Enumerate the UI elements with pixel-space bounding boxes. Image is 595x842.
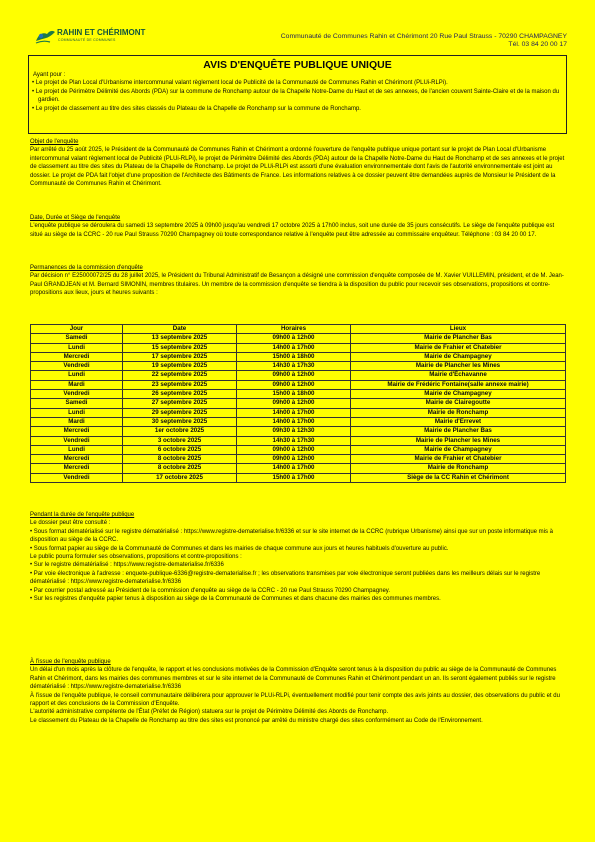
cell-lieux: Mairie de Champagney — [351, 445, 566, 454]
cell-horaires: 15h00 à 18h00 — [237, 390, 351, 399]
cell-lieux: Mairie d'Errevet — [351, 417, 566, 426]
cell-date: 1er octobre 2025 — [123, 427, 237, 436]
section-text: Par arrêté du 25 août 2025, le Président de la Communauté de Communes Rahin et Chérimont a ordonné l'ouverture de l'enquête publique unique portant sur le projet de Plan Local d'Urbanisme intercommunal valant règlement local de Publicité (PLUi-RLPi), le projet de Périmètre Délimité des Abords (PDA) autour de la Chapelle Notre-Dame du Haut de Ronchamp et de ses annexes et le projet de classement au titre des sites du Plateau de la Chapelle de Ronchamp. Le projet de PLUi-RLPi est assorti d'une évaluation environnementale dont l'avis de l'autorité environnementale est joint au dossier. Le projet de PDA fait l'objet d'une proposition de l'Architecte des Bâtiments de France. Les informations relatives à ce dossier peuvent être demandées auprès de Monsieur le Président de la Communauté de Communes Rahin et Chérimont. — [30, 147, 565, 188]
cell-jour: Mercredi — [31, 427, 123, 436]
section-line: • Par courrier postal adressé au Président de la commission d'enquête au siège de la CCRC - 20 rue Paul Strauss 70290 Champagney. — [30, 587, 390, 594]
table-row — [31, 343, 566, 352]
cell-jour: Mercredi — [31, 352, 123, 361]
cell-date: 29 septembre 2025 — [123, 408, 237, 417]
section-line: Un délai d'un mois après la clôture de l'enquête, le rapport et les conclusions motivées de la Commission d'Enquête seront tenus à la disposition du public au siège de la Communauté de Communes Rahin et Chérimont, dans les mairies des communes membres et sur le site internet de la Communauté de Communes Rahin et Chérimont pendant un an. Ils seront également publiés sur le registre dématérialisé : https://www.registre-dematerialise.fr/6336 — [30, 667, 557, 691]
cell-date: 15 septembre 2025 — [123, 343, 237, 352]
cell-horaires: 09h00 à 12h00 — [237, 455, 351, 464]
notice-title: AVIS D'ENQUÊTE PUBLIQUE UNIQUE — [203, 59, 392, 71]
table-row — [31, 390, 566, 399]
table-row — [31, 399, 566, 408]
section-text: L'enquête publique se déroulera du samedi 13 septembre 2025 à 09h00 jusqu'au vendredi 17 octobre 2025 à 17h00 inclus, soit une durée de 35 jours consécutifs. Le siège de l'enquête publique est situé au siège de la CCRC - 20 rue Paul Strauss 70290 Champagney où toute correspondance relative à l'enquête peut être adressée au commissaire enquêteur. Téléphone : 03 84 20 00 17. — [30, 223, 555, 238]
cell-jour: Mardi — [31, 417, 123, 426]
cell-horaires: 14h30 à 17h30 — [237, 436, 351, 445]
table-row — [31, 408, 566, 417]
cell-date: 27 septembre 2025 — [123, 399, 237, 408]
section-line: Le dossier peut être consulté : — [30, 520, 111, 527]
notice-box — [28, 55, 567, 134]
cell-jour: Samedi — [31, 399, 123, 408]
section-heading: Objet de l'enquête — [30, 139, 79, 145]
cell-horaires: 09h00 à 12h00 — [237, 399, 351, 408]
cell-lieux: Mairie de Champagney — [351, 390, 566, 399]
cell-jour: Lundi — [31, 445, 123, 454]
cell-date: 22 septembre 2025 — [123, 371, 237, 380]
table-row — [31, 334, 566, 343]
cell-jour: Mercredi — [31, 464, 123, 473]
cell-jour: Vendredi — [31, 473, 123, 482]
logo-subtitle: COMMUNAUTÉ DE COMMUNES — [58, 38, 116, 42]
notice-items — [32, 79, 560, 113]
section-line: L'autorité administrative compétente de l'État (Préfet de Région) statuera sur le projet de Périmètre Délimité des Abords de Ronchamp. — [30, 709, 389, 716]
table-row — [31, 371, 566, 380]
section-line: • Par voie électronique à l'adresse : enquete-publique-6336@registre-dematerialise.fr ; les observations transmises par voie électronique seront publiées dans les meilleurs délais sur le registre dématérialisé : https://www.registre-dematerialise.fr/6336 — [30, 570, 541, 586]
section-duree — [30, 214, 566, 239]
table-row — [31, 380, 566, 389]
column-header-date: Date — [123, 325, 237, 334]
cell-horaires: 09h00 à 12h00 — [237, 445, 351, 454]
cell-jour: Vendredi — [31, 362, 123, 371]
cell-date: 19 septembre 2025 — [123, 362, 237, 371]
cell-lieux: Mairie de Frahier et Chatebier — [351, 343, 566, 352]
table-row — [31, 445, 566, 454]
table-row — [31, 362, 566, 371]
notice-item: • Le projet de Périmètre Délimité des Abords (PDA) sur la commune de Ronchamp autour de la Chapelle Notre-Dame du Haut et de ses annexes, de l'ancien couvent Sainte-Claire et de la maison du gardien. — [32, 88, 560, 104]
table-row — [31, 455, 566, 464]
cell-lieux: Mairie de Plancher les Mines — [351, 362, 566, 371]
cell-jour: Vendredi — [31, 436, 123, 445]
cell-lieux: Mairie de Ronchamp — [351, 464, 566, 473]
cell-horaires: 15h00 à 18h00 — [237, 352, 351, 361]
cell-horaires: 09h00 à 12h00 — [237, 371, 351, 380]
section-line: • Sous format dématérialisé sur le registre dématérialisé : https://www.registre-dematerialise.fr/6336 et sur le site internet de la CCRC (rubrique Urbanisme) ainsi que sur un poste informatique mis à disposition au siège de la CCRC. — [30, 528, 553, 544]
cell-date: 8 octobre 2025 — [123, 455, 237, 464]
cell-date: 3 octobre 2025 — [123, 436, 237, 445]
column-header-lieux: Lieux — [351, 325, 566, 334]
cell-lieux: Mairie de Champagney — [351, 352, 566, 361]
section-line: • Sur les registres d'enquête papier tenus à disposition au siège de la Communauté de Communes et dans chacune des mairies des communes membres. — [30, 596, 441, 603]
table-row — [31, 417, 566, 426]
cell-jour: Lundi — [31, 408, 123, 417]
table-row — [31, 427, 566, 436]
cell-horaires: 14h30 à 17h30 — [237, 362, 351, 371]
permanences-table — [30, 324, 566, 483]
cell-lieux: Mairie de Plancher les Mines — [351, 436, 566, 445]
section-line: Le public pourra formuler ses observations, propositions et contre-propositions : — [30, 554, 242, 561]
section-line: • Sur le registre dématérialisé : https://www.registre-dematerialise.fr/6336 — [30, 562, 224, 569]
cell-horaires: 09h00 à 12h00 — [237, 334, 351, 343]
cell-jour: Lundi — [31, 371, 123, 380]
cell-lieux: Mairie de Frahier et Chatebier — [351, 455, 566, 464]
cell-date: 6 octobre 2025 — [123, 445, 237, 454]
section-line: • Sous format papier au siège de la Communauté de Communes et dans les mairies de chaque commune aux jours et heures habituels d'ouverture au public. — [30, 545, 449, 552]
cell-jour: Lundi — [31, 343, 123, 352]
cell-lieux: Mairie de Plancher Bas — [351, 427, 566, 436]
table-row — [31, 473, 566, 482]
cell-horaires: 14h00 à 17h00 — [237, 343, 351, 352]
section-heading: Pendant la durée de l'enquête publique — [30, 512, 135, 518]
cell-lieux: Mairie de Clairegoutte — [351, 399, 566, 408]
cell-horaires: 14h00 à 17h00 — [237, 408, 351, 417]
section-line: Le classement du Plateau de la Chapelle de Ronchamp au titre des sites est prononcé par arrêté du ministre chargé des sites conformément au Code de l'Environnement. — [30, 717, 483, 724]
column-header-jour: Jour — [31, 325, 123, 334]
cell-date: 30 septembre 2025 — [123, 417, 237, 426]
header-line-2: Tél. 03 84 20 00 17 — [508, 41, 567, 48]
cell-horaires: 14h00 à 17h00 — [237, 417, 351, 426]
cell-lieux: Mairie de Ronchamp — [351, 408, 566, 417]
cell-date: 26 septembre 2025 — [123, 390, 237, 399]
table-row — [31, 352, 566, 361]
cell-date: 13 septembre 2025 — [123, 334, 237, 343]
section-heading: À l'issue de l'enquête publique — [30, 659, 111, 665]
header-line-1: Communauté de Communes Rahin et Chérimont 20 Rue Paul Strauss - 70290 CHAMPAGNEY — [280, 33, 567, 40]
cell-horaires: 09h00 à 12h00 — [237, 380, 351, 389]
section-objet — [30, 138, 566, 188]
cell-lieux: Mairie de Frédéric Fontaine(salle annexe mairie) — [351, 380, 566, 389]
cell-lieux: Mairie d'Échavanne — [351, 371, 566, 380]
cell-horaires: 09h30 à 12h30 — [237, 427, 351, 436]
cell-lieux: Mairie de Plancher Bas — [351, 334, 566, 343]
section-heading: Date, Durée et Siège de l'enquête — [30, 215, 121, 221]
section-text: Par décision n° E25000072/25 du 28 juillet 2025, le Président du Tribunal Administratif de Besançon a désigné une commission d'enquête composée de M. Xavier VUILLEMIN, président, et de M. Jean-Paul GRANDJEAN et M. Bernard SIMONIN, membres titulaires. Un membre de la commission d'enquête se tiendra à la disposition du public pour recevoir ses observations, propositions et contre-propositions aux lieux, jours et heures suivants : — [30, 273, 564, 297]
notice-item: • Le projet de classement au titre des sites classés du Plateau de la Chapelle de Ronchamp sur la commune de Ronchamp. — [32, 105, 361, 112]
cell-jour: Mardi — [31, 380, 123, 389]
cell-horaires: 14h00 à 17h00 — [237, 464, 351, 473]
table-header-row — [31, 325, 566, 334]
cell-lieux: Siège de la CC Rahin et Chérimont — [351, 473, 566, 482]
section-heading: Permanences de la commission d'enquête — [30, 265, 143, 271]
notice-object-intro: Ayant pour : — [33, 72, 66, 78]
table-row — [31, 436, 566, 445]
cell-date: 23 septembre 2025 — [123, 380, 237, 389]
cell-date: 17 septembre 2025 — [123, 352, 237, 361]
cell-date: 8 octobre 2025 — [123, 464, 237, 473]
cell-jour: Samedi — [31, 334, 123, 343]
cell-jour: Vendredi — [31, 390, 123, 399]
table-row — [31, 464, 566, 473]
section-line: À l'issue de l'enquête publique, le conseil communautaire délibérera pour approuver le PLUi-RLPi, éventuellement modifié pour tenir compte des avis joints au dossier, des observations du public et du rapport et des conclusions de la Commission d'Enquête. — [30, 692, 560, 708]
section-pendant — [30, 511, 566, 603]
cell-date: 17 octobre 2025 — [123, 473, 237, 482]
section-issue — [30, 658, 566, 725]
cell-jour: Mercredi — [31, 455, 123, 464]
cell-horaires: 15h00 à 17h00 — [237, 473, 351, 482]
logo-name: RAHIN ET CHÉRIMONT — [57, 28, 146, 37]
column-header-horaires: Horaires — [237, 325, 351, 334]
section-permanences — [30, 264, 566, 298]
header-address — [215, 33, 567, 49]
notice-item: • Le projet de Plan Local d'Urbanisme intercommunal valant règlement local de Publicité de la Communauté de Communes Rahin et Chérimont (PLUi-RLPi). — [32, 80, 448, 86]
logo — [34, 26, 164, 50]
logo-emblem-icon — [34, 26, 56, 48]
